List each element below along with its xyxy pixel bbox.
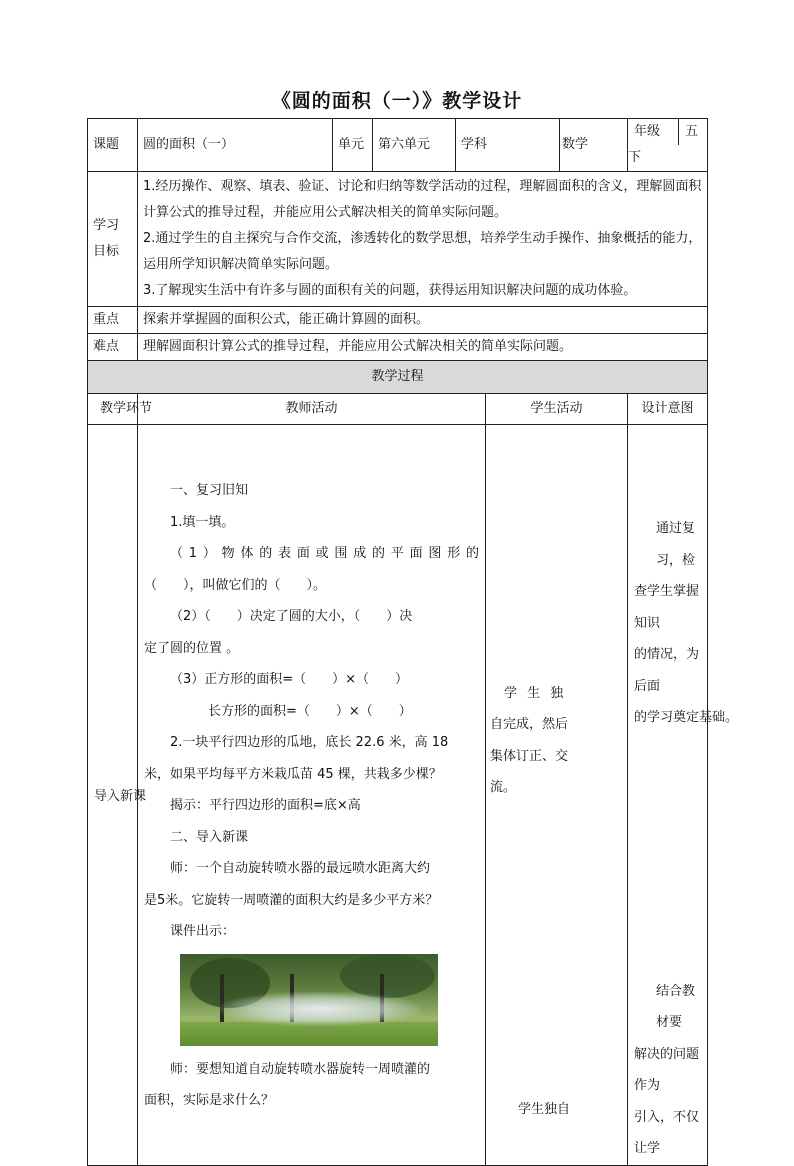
- grade-combo: [560, 119, 628, 172]
- process-header-row: [88, 361, 708, 394]
- teacher-activity-cell: [138, 425, 486, 1166]
- grade-label: 年级: [628, 119, 679, 145]
- intent-line: 的情况，为后面: [634, 647, 700, 694]
- teacher-line: 二、导入新课: [170, 829, 249, 845]
- teacher-line: 是5米。它旋转一周喷灌的面积大约是多少平方米？: [144, 892, 439, 908]
- teacher-line: 米，如果平均每平方米栽瓜苗 45 棵，共栽多少棵？: [144, 766, 442, 782]
- document-title: 《圆的面积（一）》教学设计: [271, 90, 523, 112]
- process-body-row: [88, 425, 708, 1166]
- goal-item-1: 1.经历操作、观察、填表、验证、讨论和归纳等数学活动的过程，理解圆面积的含义，理解圆面积计算公式的推导过程，并能应用公式解决相关的简单实际问题。: [143, 179, 702, 220]
- teacher-line: 面积，实际是求什么？: [144, 1093, 275, 1108]
- process-header: 教学过程: [88, 361, 708, 394]
- intent-line: 通过复习，检: [656, 521, 696, 568]
- key-point-text: 探索并掌握圆的面积公式，能正确计算圆的面积。: [138, 307, 708, 334]
- process-columns-row: [88, 394, 708, 425]
- teacher-line: 一、复习旧知: [170, 483, 249, 498]
- goals-row: [88, 172, 708, 307]
- grade-cell: [628, 119, 708, 172]
- key-point-label: 重点: [88, 307, 138, 334]
- difficulty-text: 理解圆面积计算公式的推导过程，并能应用公式解决相关的简单实际问题。: [138, 334, 708, 361]
- col-intent-header: 设计意图: [628, 394, 708, 425]
- teacher-line: 长方形的面积=（ ）×（ ）: [208, 703, 412, 719]
- intent-line: 结合教材要: [656, 983, 696, 1030]
- intent-line: 的学习奠定基础。: [634, 710, 739, 725]
- sprinkler-photo: [180, 954, 438, 1046]
- design-intent-cell: [628, 425, 739, 1166]
- info-row: [88, 119, 708, 172]
- goal-item-3: 3.了解现实生活中有许多与圆的面积有关的问题，获得运用知识解决问题的成功体验。: [143, 283, 637, 298]
- teacher-line: （1）物体的表面或围成的平面图形的: [170, 546, 480, 561]
- intent-line: 解决的问题作为: [634, 1046, 700, 1093]
- goals-label-line1: 学习: [93, 218, 120, 233]
- difficulty-row: [88, 334, 708, 361]
- intent-line: 查学生掌握知识: [634, 584, 700, 631]
- teacher-line: 揭示：平行四边形的面积=底×高: [170, 798, 361, 813]
- unit-label: 单元: [333, 119, 373, 172]
- topic-value: 圆的面积（一）: [138, 119, 333, 172]
- difficulty-label: 难点: [88, 334, 138, 361]
- col-stage-header: [88, 394, 152, 425]
- teacher-line: 课件出示：: [170, 924, 236, 939]
- student-line: 自完成，然后: [490, 717, 569, 732]
- teacher-line: （ ），叫做它们的（ ）。: [144, 577, 327, 593]
- student-line: 集体订正、交: [490, 748, 569, 764]
- subject-value-text: 数学: [562, 137, 589, 152]
- student-line: 学生独自: [518, 1101, 571, 1117]
- student-activity-cell: [486, 425, 628, 1166]
- col-stage-header-text: 教学环节: [99, 401, 152, 416]
- teacher-line: （3）正方形的面积=（ ）×（ ）: [170, 672, 409, 687]
- student-line: 学 生 独: [504, 685, 567, 701]
- topic-label: 课题: [88, 119, 138, 172]
- unit-value: 第六单元: [373, 119, 456, 172]
- goal-item-2: 2.通过学生的自主探究与合作交流，渗透转化的数学思想，培养学生动手操作、抽象概括的能力，运用所学知识解决简单实际问题。: [143, 231, 702, 272]
- goals-text: [138, 172, 708, 307]
- goals-label-line2: 目标: [93, 244, 120, 259]
- stage-label: 导入新课: [94, 788, 147, 804]
- grade-value: 五下: [628, 124, 699, 165]
- teacher-line: 师：要想知道自动旋转喷水器旋转一周喷灌的: [170, 1061, 431, 1077]
- subject-label: 学科: [456, 119, 560, 172]
- goals-label: [88, 172, 138, 307]
- intent-line: 引入，不仅让学: [634, 1109, 700, 1156]
- teacher-line: 师：一个自动旋转喷水器的最远喷水距离大约: [170, 861, 431, 876]
- teacher-line: （2）（ ）决定了圆的大小，（ ）决: [170, 609, 413, 624]
- photo-water-spray: [220, 992, 420, 1026]
- key-point-row: [88, 307, 708, 334]
- col-teacher-header: 教师活动: [138, 394, 486, 425]
- lesson-plan-table: [87, 118, 739, 1166]
- col-student-header: 学生活动: [486, 394, 628, 425]
- teacher-line: 定了圆的位置 。: [144, 640, 240, 656]
- student-line: 流。: [490, 780, 517, 795]
- stage-cell: [88, 425, 147, 1166]
- teacher-line: 2.一块平行四边形的瓜地，底长 22.6 米，高 18: [170, 735, 449, 750]
- teacher-line: 1.填一填。: [170, 514, 235, 530]
